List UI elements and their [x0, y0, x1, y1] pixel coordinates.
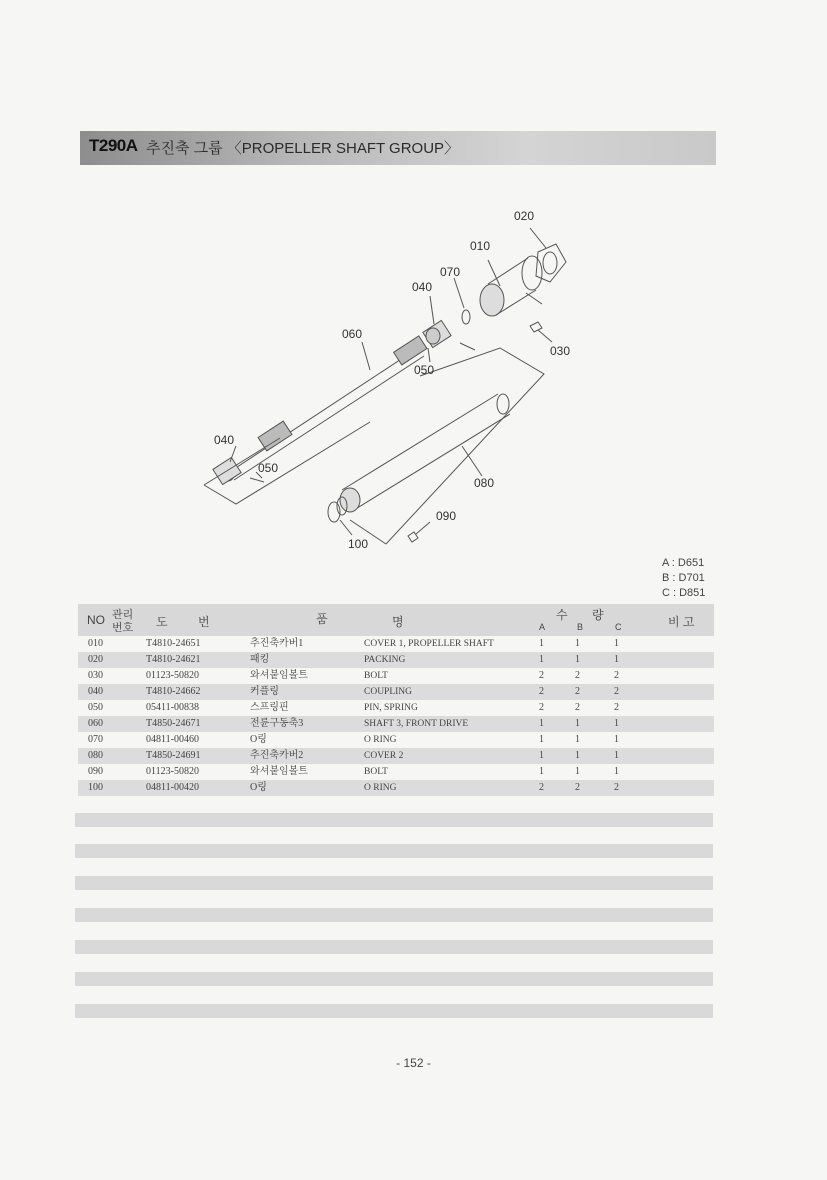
header-drawing-do: 도 — [156, 615, 168, 629]
cell-c: 2 — [614, 702, 619, 713]
cell-en: SHAFT 3, FRONT DRIVE — [364, 719, 469, 729]
cell-c: 1 — [614, 638, 619, 649]
cell-kr: 추진축카버2 — [250, 750, 304, 761]
callout-040-lower: 040 — [214, 433, 235, 447]
cell-kr: 와셔붙임볼트 — [250, 766, 308, 777]
cell-no: 070 — [88, 734, 103, 745]
cell-b: 1 — [575, 638, 580, 649]
cell-a: 1 — [539, 750, 544, 761]
cell-b: 2 — [575, 686, 580, 697]
model-c: C : D851 — [662, 587, 706, 599]
header-col-b: B — [577, 622, 584, 632]
cell-kr: 와셔붙임볼트 — [250, 670, 308, 681]
header-col-c: C — [615, 622, 622, 632]
o-ring-070-drawing — [462, 310, 470, 324]
cell-part: 04811-00460 — [146, 734, 199, 745]
cell-c: 2 — [614, 686, 619, 697]
cell-part: T4810-24651 — [146, 638, 201, 649]
cell-b: 1 — [575, 718, 580, 729]
table-row — [78, 748, 714, 764]
cell-no: 040 — [88, 686, 103, 697]
header-drawing-beon: 번 — [198, 615, 210, 629]
callout-020: 020 — [514, 209, 535, 223]
cell-b: 2 — [575, 782, 580, 793]
cell-en: COVER 1, PROPELLER SHAFT — [364, 639, 494, 649]
cell-b: 1 — [575, 654, 580, 665]
header-name-myeong: 명 — [392, 615, 404, 629]
coupling-040-upper-drawing — [423, 320, 475, 350]
shaft-060-drawing — [228, 336, 427, 480]
table-row — [78, 684, 714, 700]
cell-kr: 전륜구동축3 — [250, 718, 304, 729]
cell-no: 090 — [88, 766, 103, 777]
model-a: A : D651 — [662, 557, 705, 569]
cell-a: 2 — [539, 686, 544, 697]
cell-no: 080 — [88, 750, 103, 761]
callout-030: 030 — [550, 344, 571, 358]
group-name: 추진축 그룹 〈PROPELLER SHAFT GROUP〉 — [146, 140, 460, 157]
table-row — [78, 668, 714, 684]
callout-010: 010 — [470, 239, 491, 253]
cell-kr: 커플링 — [250, 686, 279, 697]
cell-b: 2 — [575, 670, 580, 681]
coupling-040-lower-drawing — [213, 457, 264, 484]
cell-b: 1 — [575, 734, 580, 745]
cover-080-drawing — [340, 394, 510, 512]
header-mgmt-top: 관리 — [112, 609, 134, 621]
blank-row-band — [75, 813, 713, 827]
cell-part: T4810-24621 — [146, 654, 201, 665]
cell-c: 2 — [614, 670, 619, 681]
cell-part: T4850-24671 — [146, 718, 201, 729]
cell-a: 1 — [539, 766, 544, 777]
blank-row-band — [75, 908, 713, 922]
cell-no: 060 — [88, 718, 103, 729]
cell-c: 2 — [614, 782, 619, 793]
parts-table-header — [78, 604, 714, 636]
cell-a: 2 — [539, 782, 544, 793]
header-col-a: A — [539, 622, 546, 632]
cell-part: 01123-50820 — [146, 766, 199, 777]
callout-100: 100 — [348, 537, 369, 551]
cell-b: 1 — [575, 766, 580, 777]
cell-no: 010 — [88, 638, 103, 649]
callout-050-upper: 050 — [414, 363, 435, 377]
cell-en: COVER 2 — [364, 751, 404, 761]
table-row — [78, 732, 714, 748]
header-no: NO — [87, 613, 105, 627]
cover-010-drawing — [480, 256, 542, 316]
table-row — [78, 764, 714, 780]
cell-a: 2 — [539, 670, 544, 681]
table-row — [78, 780, 714, 796]
callout-060: 060 — [342, 327, 363, 341]
cell-c: 1 — [614, 718, 619, 729]
cell-en: COUPLING — [364, 687, 413, 697]
cell-part: T4810-24662 — [146, 686, 201, 697]
cell-part: 05411-00838 — [146, 702, 199, 713]
cell-a: 1 — [539, 734, 544, 745]
cell-c: 1 — [614, 734, 619, 745]
header-remarks: 비 고 — [668, 615, 695, 629]
cell-en: O RING — [364, 735, 397, 745]
cell-en: BOLT — [364, 767, 388, 777]
blank-row-band — [75, 1004, 713, 1018]
blank-row-band — [75, 844, 713, 858]
cell-kr: O링 — [250, 734, 267, 745]
callout-090: 090 — [436, 509, 457, 523]
cell-no: 020 — [88, 654, 103, 665]
cell-en: BOLT — [364, 671, 388, 681]
model-legend — [662, 556, 712, 601]
cell-a: 1 — [539, 638, 544, 649]
cell-kr: 패킹 — [250, 654, 270, 665]
page-number: - 152 - — [396, 1056, 431, 1070]
cell-no: 100 — [88, 782, 103, 793]
cell-c: 1 — [614, 654, 619, 665]
callout-040-upper: 040 — [412, 280, 433, 294]
cell-en: O RING — [364, 783, 397, 793]
cell-a: 2 — [539, 702, 544, 713]
group-code: T290A — [89, 136, 138, 155]
exploded-diagram — [190, 200, 590, 560]
header-qty-su: 수 — [556, 608, 568, 622]
table-row — [78, 636, 714, 652]
cell-a: 1 — [539, 654, 544, 665]
blank-row-band — [75, 876, 713, 890]
header-mgmt-bottom: 번호 — [112, 622, 134, 634]
cell-no: 050 — [88, 702, 103, 713]
cell-part: 04811-00420 — [146, 782, 199, 793]
parts-table-body — [78, 636, 714, 796]
section-title-bar — [80, 131, 716, 165]
table-row — [78, 700, 714, 716]
cell-c: 1 — [614, 750, 619, 761]
blank-row-band — [75, 972, 713, 986]
cell-part: 01123-50820 — [146, 670, 199, 681]
header-qty-ryang: 량 — [592, 608, 604, 622]
blank-row-band — [75, 940, 713, 954]
cell-part: T4850-24691 — [146, 750, 201, 761]
header-name-pum: 품 — [316, 612, 328, 626]
model-b: B : D701 — [662, 572, 705, 584]
table-row — [78, 652, 714, 668]
cell-en: PACKING — [364, 655, 406, 665]
cell-no: 030 — [88, 670, 103, 681]
cell-kr: 스프링핀 — [250, 702, 289, 713]
cell-c: 1 — [614, 766, 619, 777]
cell-kr: 추진축카버1 — [250, 638, 304, 649]
cell-en: PIN, SPRING — [364, 703, 418, 713]
cell-a: 1 — [539, 718, 544, 729]
bolt-030-drawing — [530, 322, 542, 332]
cell-kr: O링 — [250, 782, 267, 793]
callout-070: 070 — [440, 265, 461, 279]
table-row — [78, 716, 714, 732]
callout-080: 080 — [474, 476, 495, 490]
cell-b: 2 — [575, 702, 580, 713]
cell-b: 1 — [575, 750, 580, 761]
callout-050-lower: 050 — [258, 461, 279, 475]
